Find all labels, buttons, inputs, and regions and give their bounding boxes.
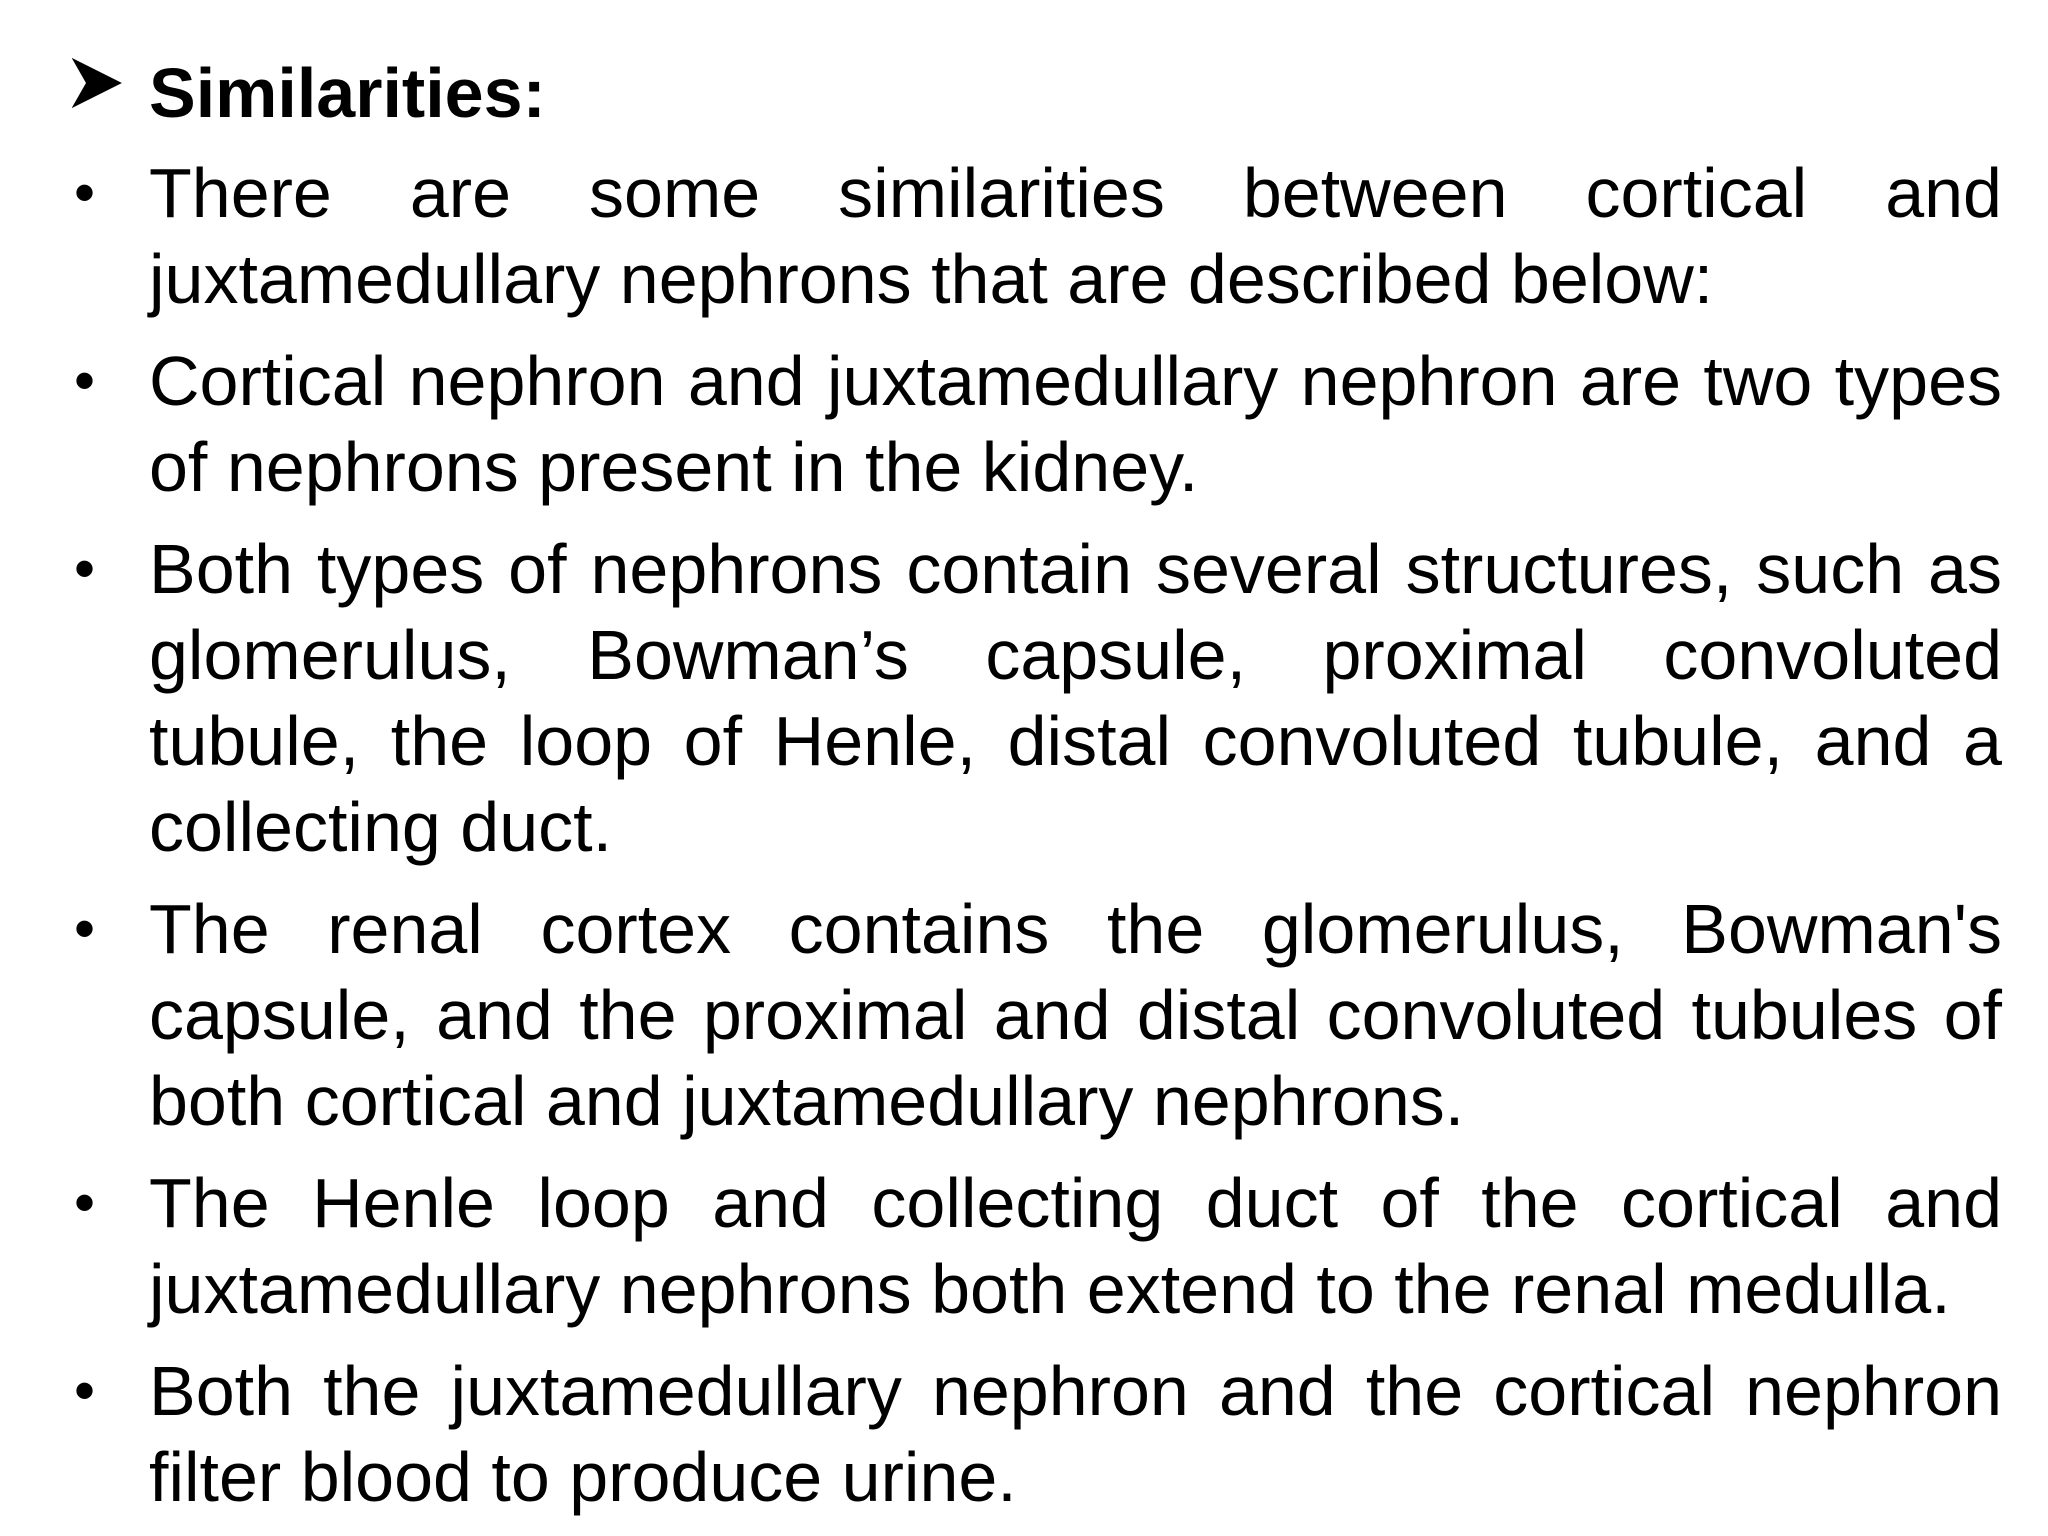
bullet-text: Both the juxtamedullary nephron and the cortical nephron filter blood to produce urine. <box>149 1352 2002 1516</box>
bullet-text: There are some similarities between cortical and juxtamedullary nephrons that are described below: <box>149 154 2002 318</box>
list-item <box>72 1160 2002 1332</box>
bullet-dot-icon: • <box>74 1169 96 1236</box>
heading-title: Similarities: <box>149 54 546 132</box>
list-item <box>72 526 2002 870</box>
bullet-list <box>72 150 2002 1536</box>
bullet-text: The Henle loop and collecting duct of the cortical and juxtamedullary nephrons both extend to the renal medulla. <box>149 1164 2002 1328</box>
bullet-dot-icon: • <box>74 347 96 414</box>
bullet-dot-icon: • <box>74 1357 96 1424</box>
list-item <box>72 338 2002 510</box>
bullet-dot-icon: • <box>74 535 96 602</box>
list-item <box>72 1348 2002 1520</box>
list-item <box>72 886 2002 1144</box>
bullet-text: Cortical nephron and juxtamedullary nephron are two types of nephrons present in the kidney. <box>149 342 2002 506</box>
arrowhead-bullet-icon <box>72 58 122 108</box>
list-item <box>72 150 2002 322</box>
bullet-dot-icon: • <box>74 159 96 226</box>
bullet-text: The renal cortex contains the glomerulus, Bowman's capsule, and the proximal and distal convoluted tubules of both cortical and juxtamedullary nephrons. <box>149 890 2002 1140</box>
bullet-text: Both types of nephrons contain several structures, such as glomerulus, Bowman’s capsule, proximal convoluted tubule, the loop of Henle, distal convoluted tubule, and a collecting duct. <box>149 530 2002 866</box>
bullet-dot-icon: • <box>74 895 96 962</box>
